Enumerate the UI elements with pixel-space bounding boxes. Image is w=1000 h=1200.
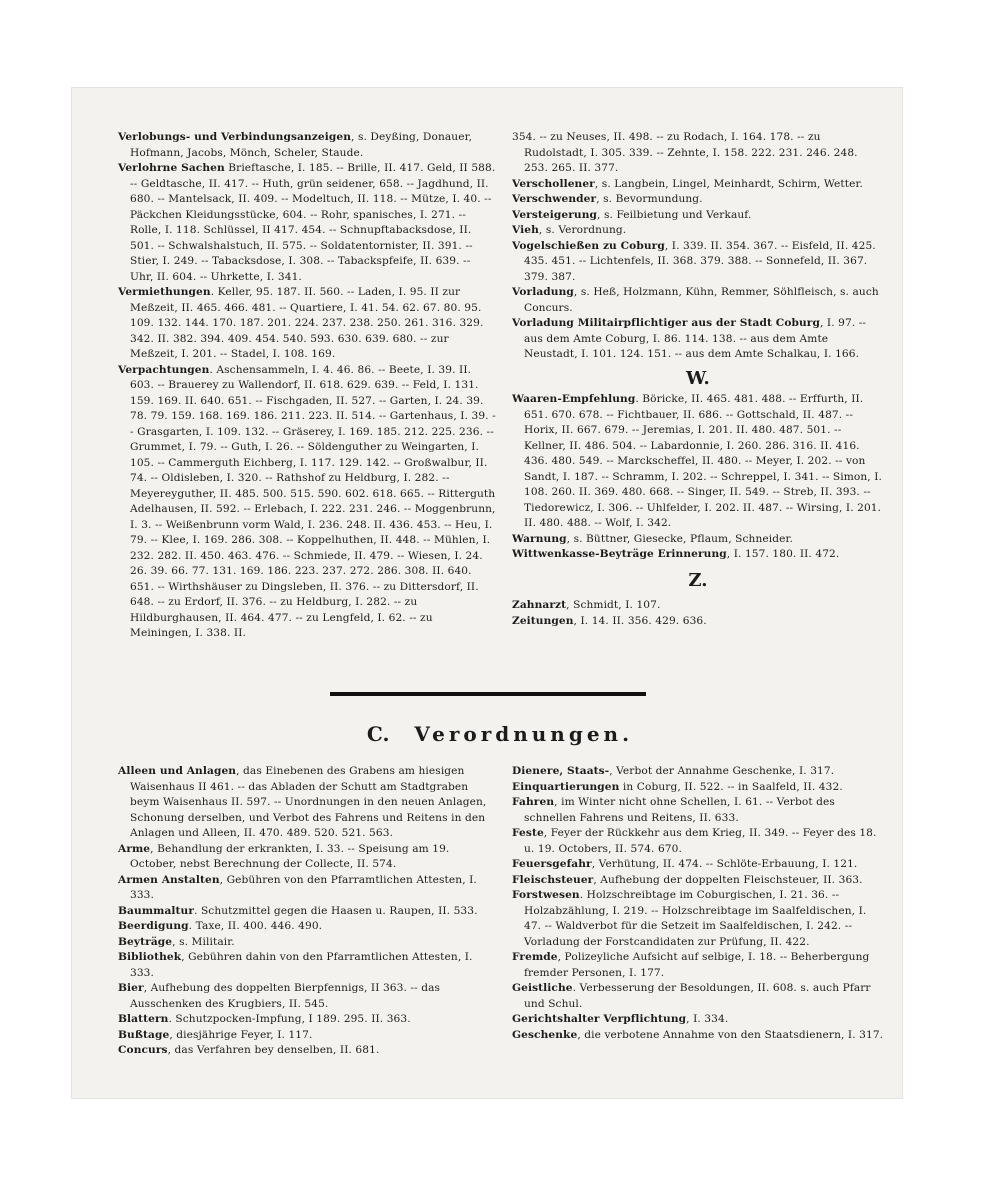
index-entry: [118, 764, 496, 842]
entry-heading: Feuersgefahr: [512, 858, 592, 870]
entry-text: , diesjährige Feyer, I. 117.: [169, 1028, 313, 1041]
index-entry: [512, 239, 884, 286]
index-entry: [512, 826, 884, 857]
index-entry: [118, 935, 496, 951]
entry-heading: Forstwesen: [512, 889, 580, 901]
index-entry: [512, 223, 884, 239]
index-entry: [512, 1028, 884, 1044]
entry-heading: Arme: [118, 842, 151, 855]
entry-heading: Baummaltur: [118, 904, 195, 917]
entry-heading: Alleen und Anlagen: [118, 765, 237, 777]
entry-text: , I. 157. 180. II. 472.: [726, 548, 840, 560]
section-title: [300, 722, 700, 746]
index-entry: [118, 981, 496, 1012]
index-column-upper-right: [512, 130, 884, 629]
entry-text: , s. Bevormundung.: [596, 193, 703, 205]
entry-heading: Fahren: [512, 796, 555, 808]
entry-text: , Aufhebung des doppelten Bierpfennigs, II 363. -- das Ausschenken des Krugbiers, II. 545.: [130, 982, 441, 1010]
entry-text: , Aufhebung der doppelten Fleischsteuer, II. 363.: [593, 873, 863, 886]
entry-heading: Bußtage: [118, 1028, 170, 1041]
index-entries-z: [512, 598, 884, 629]
entry-heading: Verpachtungen: [118, 363, 210, 376]
entry-heading: Beyträge: [118, 935, 173, 948]
entry-text: , s. Deyßing, Donauer, Hofmann, Jacobs, Mönch, Scheler, Staude.: [130, 131, 473, 159]
entry-text: , I. 334.: [686, 1013, 729, 1025]
entry-text: , Polizeyliche Aufsicht auf selbige, I. 18. -- Beherbergung fremder Personen, I. 177.: [524, 951, 870, 979]
entry-text: , Verhütung, II. 474. -- Schlöte-Erbauung, I. 121.: [591, 858, 858, 870]
entry-heading: Blattern: [118, 1013, 169, 1025]
entry-heading: Versteigerung: [512, 208, 598, 221]
index-entry: [512, 873, 884, 889]
index-entry: [512, 1012, 884, 1028]
entry-heading: Verschollener: [512, 177, 595, 190]
entry-text: , Verbot der Annahme Geschenke, I. 317.: [609, 765, 835, 777]
entry-text: . Böricke, II. 465. 481. 488. -- Erffurth, II. 651. 670. 678. -- Fichtbauer, II. 686. -- Gottschald, II. 487. -- Horix, II. 667. 679. -- Jeremias, I. 201. II. 480. 487. 501. -- Kellner, II. 486. 504. -- Labardonnie, I. 260. 286. 316. II. 416. 436. 480. 549. -- Marckscheffel, II. 480. -- Meyer, I. 202. -- von Sandt, I. 187. -- Schramm, I. 202. -- Schreppel, I. 341. -- Simon, I. 108. 260. II. 369. 480. 668. -- Singer, II. 549. -- Streb, II. 393. -- Tiedorewicz, I. 306. -- Uhlfelder, I. 202. II. 487. -- Wirsing, I. 201. II. 480. 488. -- Wolf, I. 342.: [524, 393, 882, 529]
index-entries-w: [512, 392, 884, 563]
letter-heading-w: W.: [686, 367, 710, 389]
index-entry: [118, 1028, 496, 1044]
section-divider-rule: [330, 692, 646, 696]
entry-text: , die verbotene Annahme von den Staatsdienern, I. 317.: [577, 1028, 884, 1041]
index-entry: [118, 919, 496, 935]
index-entry: [118, 161, 496, 285]
index-entry: [512, 950, 884, 981]
entry-heading: Einquartierungen: [512, 780, 620, 793]
section-letter: C.: [366, 722, 390, 746]
index-entry: [512, 208, 884, 224]
index-entry: [118, 363, 496, 642]
entry-heading: Verlohrne Sachen: [118, 162, 225, 174]
entry-heading: Geschenke: [512, 1028, 578, 1041]
entry-text: , s. Heß, Holzmann, Kühn, Remmer, Söhlfleisch, s. auch Concurs.: [524, 286, 879, 314]
entry-heading: Bibliothek: [118, 951, 182, 963]
index-entry: [118, 285, 496, 363]
entry-heading: Verlobungs- und Verbindungsanzeigen: [118, 131, 352, 143]
entry-text: , das Verfahren bey denselben, II. 681.: [167, 1044, 380, 1056]
entry-text: , Gebühren von den Pfarramtlichen Attesten, I. 333.: [130, 873, 477, 901]
entry-heading: Zeitungen: [512, 614, 574, 627]
index-entry: [512, 532, 884, 548]
entry-heading: Vorladung Militairpflichtiger aus der Stadt Coburg: [512, 317, 820, 329]
section-word: Verordnungen.: [414, 722, 634, 746]
index-column-upper-left: [118, 130, 496, 642]
index-entry: [512, 192, 884, 208]
entry-text: in Coburg, II. 522. -- in Saalfeld, II. 432.: [619, 780, 843, 793]
entry-heading: Fremde: [512, 951, 558, 963]
entry-text: , Gebühren dahin von den Pfarramtlichen Attesten, I. 333.: [130, 951, 473, 979]
entry-text: , Schmidt, I. 107.: [566, 599, 661, 611]
index-entries-v-continued: [512, 130, 884, 363]
entry-text: , im Winter nicht ohne Schellen, I. 61. -- Verbot des schnellen Fahrens und Reitens, II. 633.: [524, 796, 835, 824]
index-entry: [512, 857, 884, 873]
letter-heading-z: Z.: [688, 569, 708, 591]
index-entry: [512, 981, 884, 1012]
index-entry: [118, 873, 496, 904]
index-column-lower-right: [512, 764, 884, 1043]
entry-heading: Zahnarzt: [512, 599, 567, 611]
entry-heading: Waaren-Empfehlung: [512, 393, 636, 405]
index-entry: [512, 130, 884, 177]
entry-heading: Concurs: [118, 1044, 168, 1056]
entry-heading: Vermiethungen: [118, 286, 211, 298]
entry-text: . Schutzpocken-Impfung, I 189. 295. II. 363.: [168, 1013, 411, 1025]
entry-text: . Schutzmittel gegen die Haasen u. Raupen, II. 533.: [194, 904, 478, 917]
index-entry: [512, 614, 884, 630]
entry-text: , s. Feilbietung und Verkauf.: [597, 208, 752, 221]
entry-heading: Verschwender: [512, 193, 597, 205]
entry-text: , s. Büttner, Giesecke, Pflaum, Schneider.: [566, 532, 793, 545]
entry-text: , das Einebenen des Grabens am hiesigen Waisenhaus II 461. -- das Abladen der Schutt am Stadtgraben beym Waisenhaus II. 597. -- Unordnungen in den neuen Anlagen, Schonung derselben, und Verbot des Fahrens und Reitens in den Anlagen und Alleen, II. 470. 489. 520. 521. 563.: [130, 765, 487, 839]
entry-text: . Verbesserung der Besoldungen, II. 608. s. auch Pfarr und Schul.: [524, 982, 871, 1010]
entry-heading: Fleischsteuer: [512, 873, 594, 886]
index-column-lower-left: [118, 764, 496, 1059]
index-entry: [118, 950, 496, 981]
entry-heading: Vorladung: [512, 286, 574, 298]
entry-text: , s. Verordnung.: [538, 224, 627, 236]
index-entry: [118, 904, 496, 920]
index-entry: [118, 130, 496, 161]
entry-text: 354. -- zu Neuses, II. 498. -- zu Rodach, I. 164. 178. -- zu Rudolstadt, I. 305. 339. -- Zehnte, I. 158. 222. 231. 246. 248. 253. 265. II. 377.: [512, 131, 858, 174]
entry-text: Brieftasche, I. 185. -- Brille, II. 417. Geld, II 588. -- Geldtasche, II. 417. -- Huth, grün seidener, 658. -- Jagdhund, II. 680. -- Mantelsack, II. 409. -- Modeltuch, II. 118. -- Mütze, I. 40. -- Päckchen Kleidungsstücke, 604. -- Rohr, spanisches, I. 271. -- Rolle, I. 118. Schlüssel, II 417. 454. -- Schnupftabacksdose, II. 501. -- Schwalshalstuch, II. 575. -- Soldatentornister, II. 391. -- Stier, I. 249. -- Tabacksdose, I. 308. -- Tabackspfeife, II. 639. -- Uhr, II. 604. -- Uhrkette, I. 341.: [130, 162, 496, 283]
entry-heading: Armen Anstalten: [118, 873, 220, 886]
entry-heading: Geistliche: [512, 982, 573, 994]
entry-heading: Bier: [118, 982, 144, 994]
entry-heading: Feste: [512, 827, 544, 839]
index-entry: [512, 795, 884, 826]
entry-heading: Beerdigung: [118, 920, 189, 932]
entry-text: , Feyer der Rückkehr aus dem Krieg, II. 349. -- Feyer des 18. u. 19. Octobers, II. 574. 670.: [524, 827, 877, 855]
index-entry: [512, 285, 884, 316]
entry-text: , Behandlung der erkrankten, I. 33. -- Speisung am 19. October, nebst Berechnung der Collecte, II. 574.: [130, 842, 450, 870]
entry-heading: Gerichtshalter Verpflichtung: [512, 1013, 687, 1025]
index-entry: [118, 1012, 496, 1028]
index-entry: [512, 888, 884, 950]
entry-text: , I. 339. II. 354. 367. -- Eisfeld, II. 425. 435. 451. -- Lichtenfels, II. 368. 379. 388. -- Sonnefeld, II. 367. 379. 387.: [524, 239, 876, 283]
index-entry: [512, 780, 884, 796]
index-entry: [118, 1043, 496, 1059]
entry-text: , s. Langbein, Lingel, Meinhardt, Schirm, Wetter.: [594, 177, 863, 190]
entry-text: , s. Militair.: [172, 935, 235, 948]
index-entry: [512, 177, 884, 193]
entry-heading: Warnung: [512, 532, 567, 545]
entry-text: . Aschensammeln, I. 4. 46. 86. -- Beete, I. 39. II. 603. -- Brauerey zu Wallendorf, II. 618. 629. 639. -- Feld, I. 131. 159. 169. II. 640. 651. -- Fischgaden, II. 527. -- Garten, I. 24. 39. 78. 79. 159. 168. 169. 186. 211. 223. II. 514. -- Gartenhaus, I. 39. -- Grasgarten, I. 109. 132. -- Gräserey, I. 169. 185. 212. 225. 236. -- Grummet, I. 79. -- Guth, I. 26. -- Söldenguther zu Weingarten, I. 105. -- Cammerguth Eichberg, I. 117. 129. 142. -- Großwalbur, II. 74. -- Oldisleben, I. 320. -- Rathshof zu Heldburg, I. 282. -- Meyereyguther, II. 485. 500. 515. 590. 602. 618. 665. -- Ritterguth Adelhausen, II. 592. -- Erlebach, I. 222. 231. 246. -- Moggenbrunn, I. 3. -- Weißenbrunn vorm Wald, I. 236. 248. II. 436. 453. -- Heu, I. 79. -- Klee, I. 169. 286. 308. -- Koppelhuthen, II. 448. -- Mühlen, I. 232. 282. II. 450. 463. 476. -- Schmiede, II. 479. -- Wiesen, I. 24. 26. 39. 66. 77. 131. 169. 186. 223. 237. 272. 286. 308. II. 640. 651. -- Wirthshäuser zu Dingsleben, II. 376. -- zu Dittersdorf, II. 648. -- zu Erdorf, II. 376. -- zu Heldburg, I. 282. -- zu Hildburghausen, II. 464. 477. -- zu Lengfeld, I. 62. -- zu Meiningen, I. 338. II.: [130, 363, 496, 639]
index-entry: [512, 392, 884, 532]
index-entry: [512, 316, 884, 363]
entry-heading: Vieh: [512, 224, 539, 236]
entry-heading: Dienere, Staats-: [512, 765, 610, 777]
entry-text: . Taxe, II. 400. 446. 490.: [188, 920, 323, 932]
index-entry: [512, 547, 884, 563]
entry-heading: Vogelschießen zu Coburg: [512, 239, 665, 252]
entry-text: , I. 14. II. 356. 429. 636.: [573, 614, 707, 627]
index-entry: [512, 764, 884, 780]
entry-text: . Holzschreibtage im Coburgischen, I. 21. 36. -- Holzabzählung, I. 219. -- Holzschreibtage im Saalfeldischen, I. 47. -- Waldverbot für die Setzeit im Saalfeldischen, I. 242. -- Vorladung der Forstcandidaten zur Prüfung, II. 422.: [524, 889, 867, 948]
entry-text: . Keller, 95. 187. II. 560. -- Laden, I. 95. II zur Meßzeit, II. 465. 466. 481. -- Quartiere, I. 41. 54. 62. 67. 80. 95. 109. 132. 144. 170. 187. 201. 224. 237. 238. 250. 261. 316. 329. 342. II. 382. 394. 409. 454. 540. 593. 630. 639. 680. -- zur Meßzeit, I. 201. -- Stadel, I. 108. 169.: [130, 286, 484, 360]
entry-heading: Wittwenkasse-Beyträge Erinnerung: [512, 548, 727, 560]
index-entry: [118, 842, 496, 873]
index-entry: [512, 598, 884, 614]
entry-text: , I. 97. -- aus dem Amte Coburg, I. 86. 114. 138. -- aus dem Amte Neustadt, I. 101. 124. 151. -- aus dem Amte Schalkau, I. 166.: [524, 317, 867, 360]
